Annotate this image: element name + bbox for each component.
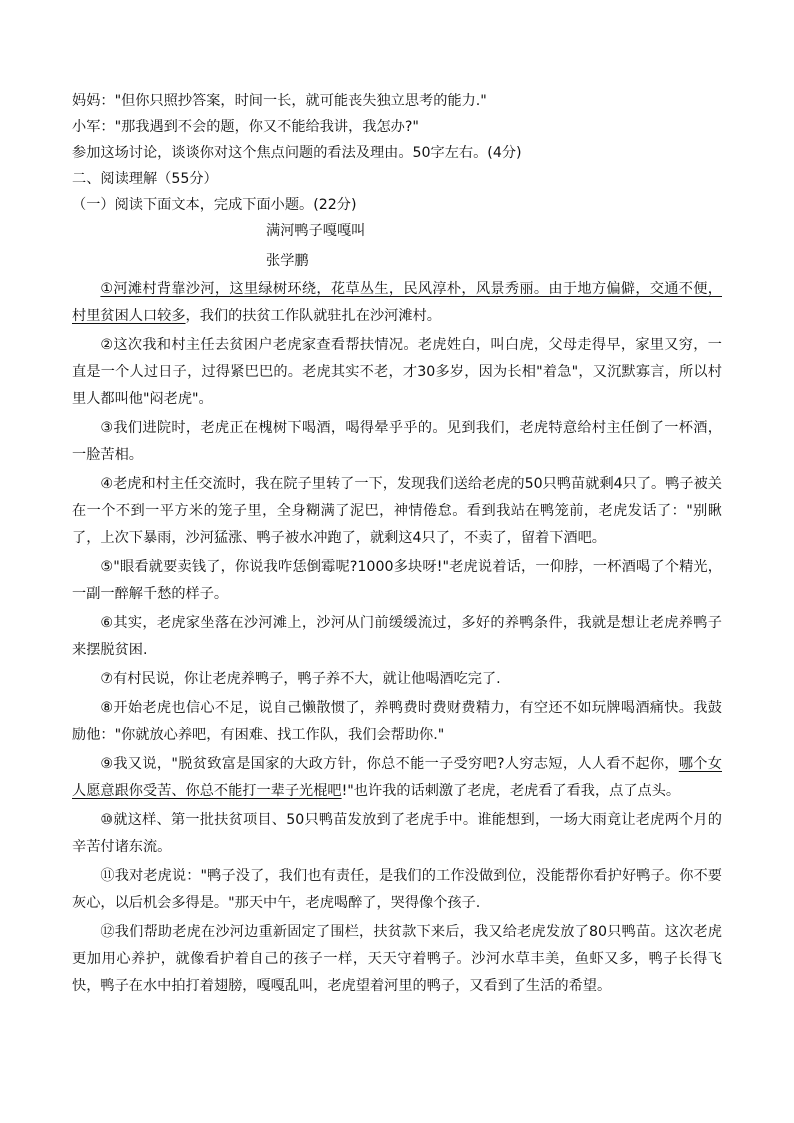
paragraph-text: ，我们的扶贫工作队就驻扎在沙河滩村。 <box>185 308 441 324</box>
paragraph-6: ⑥其实，老虎家坐落在沙河滩上，沙河从门前缓缓流过，多好的养鸭条件，我就是想让老虎养鸭子来摆脱贫困. <box>72 615 722 658</box>
paragraph-5: ⑤"眼看就要卖钱了，你说我咋恁倒霉呢?1000多块呀!"老虎说着话，一仰脖，一杯酒喝了个精光，一副一醉解千愁的样子。 <box>72 559 722 602</box>
paragraph-text: !"也许我的话刺激了老虎，老虎看了看我，点了点头。 <box>341 783 681 799</box>
document-page <box>72 88 722 1000</box>
mom-dialogue: 妈妈："但你只照抄答案，时间一长，就可能丧失独立思考的能力." <box>72 93 487 109</box>
paragraph-3: ③我们进院时，老虎正在槐树下喝酒，喝得晕乎乎的。见到我们，老虎特意给村主任倒了一杯酒，一脸苦相。 <box>72 420 722 463</box>
paragraph-10: ⑩就这样、第一批扶贫项目、50只鸭苗发放到了老虎手中。谁能想到，一场大雨竟让老虎两个月的辛苦付诸东流。 <box>72 812 722 855</box>
paragraph-11: ⑪我对老虎说："鸭子没了，我们也有责任，是我们的工作没做到位，没能帮你看护好鸭子。你不要灰心，以后机会多得是。"那天中午，老虎喝醉了，哭得像个孩子. <box>72 868 722 911</box>
task-instruction: 参加这场讨论，谈谈你对这个焦点问题的看法及理由。50字左右。(4分) <box>72 145 522 161</box>
paragraph-7: ⑦有村民说，你让老虎养鸭子，鸭子养不大，就让他喝酒吃完了. <box>100 671 501 687</box>
section-heading: 二、阅读理解（55分） <box>72 171 218 187</box>
paragraph-1 <box>72 276 722 330</box>
article-title: 满河鸭子嘎嘎叫 <box>266 223 366 239</box>
sub-heading: （一）阅读下面文本，完成下面小题。(22分) <box>72 197 357 213</box>
underlined-text: ①河滩村背靠沙河，这里绿树环绕，花草丛生，民风淳朴，风景秀丽。由于地方偏僻，交通不便，村里贫困人口较多 <box>72 281 722 324</box>
paragraph-9 <box>72 751 722 805</box>
xiaojun-dialogue: 小军："那我遇到不会的题，你又不能给我讲，我怎办?" <box>72 119 419 135</box>
paragraph-text: ⑨我又说，"脱贫致富是国家的大政方针，你总不能一子受穷吧?人穷志短，人人看不起你， <box>100 756 679 772</box>
article-author: 张学鹏 <box>266 253 309 269</box>
paragraph-4: ④老虎和村主任交流时，我在院子里转了一下，发现我们送给老虎的50只鸭苗就剩4只了。鸭子被关在一个不到一平方米的笼子里，全身糊满了泥巴，神情倦怠。看到我站在鸭笼前，老虎发话了："别瞅了，上次下暴雨，沙河猛涨、鸭子被水冲跑了，就剩这4只了，不卖了，留着下酒吧。 <box>72 476 722 546</box>
underlined-text: 哪个女人愿意跟你受苦、你总不能打一辈子光棍吧 <box>72 756 722 799</box>
paragraph-8: ⑧开始老虎也信心不足，说自己懒散惯了，养鸭费时费财费精力，有空还不如玩牌喝酒痛快。我鼓励他："你就放心养吧，有困难、找工作队，我们会帮助你." <box>72 700 722 743</box>
paragraph-12: ⑫我们帮助老虎在沙河边重新固定了围栏，扶贫款下来后，我又给老虎发放了80只鸭苗。这次老虎更加用心养护，就像看护着自己的孩子一样，天天守着鸭子。沙河水草丰美，鱼虾又多，鸭子长得飞快，鸭子在水中拍打着翅膀，嘎嘎乱叫，老虎望着河里的鸭子，又看到了生活的希望。 <box>72 924 722 994</box>
paragraph-2: ②这次我和村主任去贫困户老虎家查看帮扶情况。老虎姓白，叫白虎，父母走得早，家里又穷，一直是一个人过日子，过得紧巴巴的。老虎其实不老，才30多岁，因为长相"着急"，又沉默寡言，所以村里人都叫他"闷老虎"。 <box>72 337 722 407</box>
